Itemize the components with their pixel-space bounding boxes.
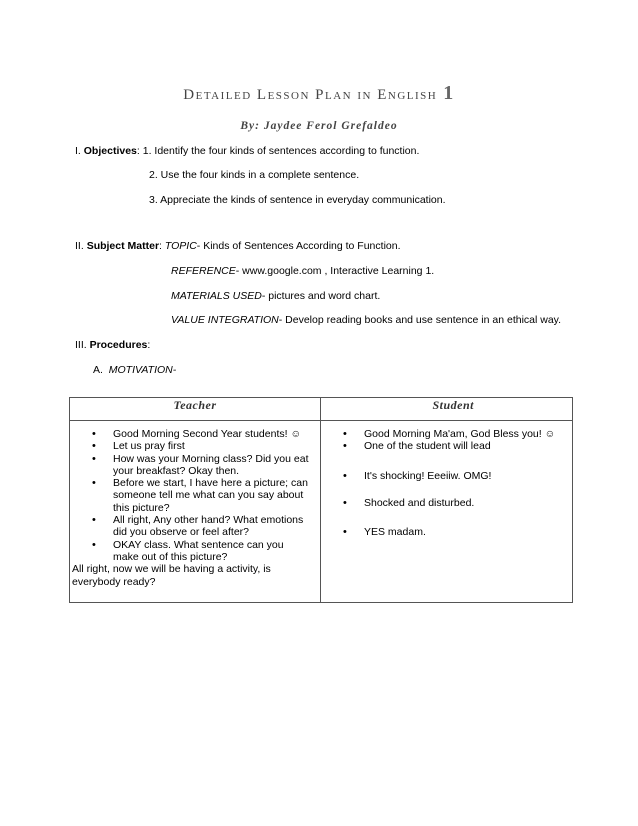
list-item: • Good Morning Second Year students! ☺	[70, 428, 312, 440]
motivation-table	[69, 397, 573, 603]
list-item: • All right, Any other hand? What emotions did you observe or feel after?	[70, 514, 312, 539]
objective-item: 1. Identify the four kinds of sentences according to function.	[142, 145, 420, 157]
topic-value: - Kinds of Sentences According to Function.	[196, 240, 401, 252]
title-text: Detailed Lesson Plan in English	[183, 87, 438, 103]
list-item: • Before we start, I have here a picture; can someone tell me what can you say about this picture?	[70, 477, 312, 514]
objective-item: 2. Use the four kinds in a complete sentence.	[149, 169, 360, 181]
list-item: • Shocked and disturbed.	[321, 497, 564, 509]
list-item: • OKAY class. What sentence can you make out of this picture?	[70, 539, 312, 564]
list-item: • It's shocking! Eeeiiw. OMG!	[321, 470, 564, 482]
topic-key: TOPIC	[164, 240, 197, 252]
procedures-line: III. Procedures:	[75, 339, 151, 351]
subject-matter-line-1: II. Subject Matter: TOPIC- Kinds of Sentences According to Function.	[75, 240, 401, 252]
list-item: • YES madam.	[321, 526, 564, 538]
objective-item: 3. Appreciate the kinds of sentence in everyday communication.	[149, 194, 446, 206]
student-cell	[321, 421, 573, 603]
teacher-header: Teacher	[70, 398, 321, 421]
objectives-label: Objectives	[83, 145, 137, 157]
value-integration-line: VALUE INTEGRATION- Develop reading books and use sentence in an ethical way.	[171, 314, 562, 326]
motivation-line: A. MOTIVATION-	[93, 364, 177, 376]
table-header-row	[70, 398, 573, 421]
subject-matter-label: Subject Matter	[86, 240, 160, 252]
materials-line: MATERIALS USED- pictures and word chart.	[171, 290, 381, 302]
motivation-label: MOTIVATION-	[108, 364, 177, 376]
document-author: By: Jaydee Ferol Grefaldeo	[240, 120, 398, 132]
list-item: • Good Morning Ma'am, God Bless you! ☺	[321, 428, 564, 440]
list-item: • One of the student will lead	[321, 440, 564, 452]
procedures-label: Procedures	[89, 339, 148, 351]
reference-line: REFERENCE- www.google.com , Interactive Learning 1.	[171, 265, 435, 277]
list-item: • How was your Morning class? Did you eat your breakfast? Okay then.	[70, 453, 312, 478]
objectives-line-1: I. Objectives: 1. Identify the four kinds of sentences according to function.	[75, 145, 420, 157]
list-item: • Let us pray first	[70, 440, 312, 452]
document-title	[0, 82, 638, 105]
title-number: 1	[443, 82, 455, 104]
table-row	[70, 421, 573, 603]
student-header: Student	[321, 398, 573, 421]
teacher-cell	[70, 421, 321, 603]
teacher-closing-text: All right, now we will be having a activity, is everybody ready?	[72, 563, 271, 588]
